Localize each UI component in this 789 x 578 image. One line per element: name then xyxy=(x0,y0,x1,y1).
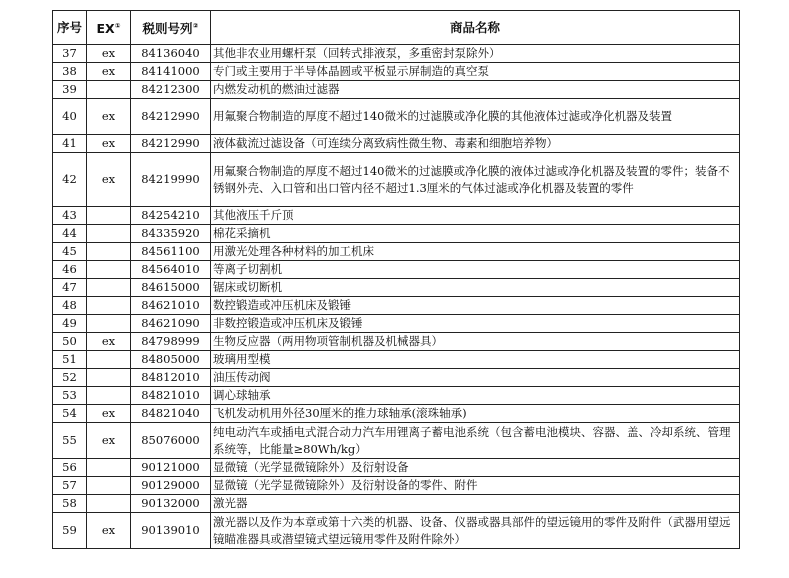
cell-seq: 37 xyxy=(53,45,87,63)
table-row xyxy=(53,135,740,153)
cell-name: 内燃发动机的燃油过滤器 xyxy=(211,81,740,99)
table-row xyxy=(53,243,740,261)
cell-seq: 38 xyxy=(53,63,87,81)
cell-code: 90121000 xyxy=(131,459,211,477)
cell-seq: 49 xyxy=(53,315,87,333)
cell-ex: ex xyxy=(87,423,131,459)
table-row xyxy=(53,477,740,495)
cell-name: 调心球轴承 xyxy=(211,387,740,405)
cell-code: 84212300 xyxy=(131,81,211,99)
table-row xyxy=(53,495,740,513)
cell-seq: 44 xyxy=(53,225,87,243)
cell-seq: 57 xyxy=(53,477,87,495)
table-row xyxy=(53,153,740,207)
cell-code: 84136040 xyxy=(131,45,211,63)
header-seq: 序号 xyxy=(53,11,87,45)
table-row xyxy=(53,315,740,333)
cell-seq: 45 xyxy=(53,243,87,261)
cell-seq: 58 xyxy=(53,495,87,513)
cell-seq: 53 xyxy=(53,387,87,405)
cell-name: 非数控锻造或冲压机床及锻锤 xyxy=(211,315,740,333)
cell-ex: ex xyxy=(87,153,131,207)
cell-ex xyxy=(87,225,131,243)
header-code-label: 税则号列 xyxy=(142,21,193,37)
header-code xyxy=(131,11,211,45)
cell-ex: ex xyxy=(87,333,131,351)
cell-name: 用激光处理各种材料的加工机床 xyxy=(211,243,740,261)
table-row xyxy=(53,333,740,351)
cell-ex: ex xyxy=(87,63,131,81)
cell-seq: 48 xyxy=(53,297,87,315)
cell-ex xyxy=(87,387,131,405)
table-row xyxy=(53,351,740,369)
table-row xyxy=(53,99,740,135)
cell-name: 其他液压千斤顶 xyxy=(211,207,740,225)
cell-ex xyxy=(87,81,131,99)
header-name: 商品名称 xyxy=(211,11,740,45)
cell-seq: 52 xyxy=(53,369,87,387)
cell-name: 飞机发动机用外径30厘米的推力球轴承(滚珠轴承) xyxy=(211,405,740,423)
cell-code: 90139010 xyxy=(131,513,211,549)
cell-ex xyxy=(87,369,131,387)
cell-ex: ex xyxy=(87,135,131,153)
cell-code: 84561100 xyxy=(131,243,211,261)
cell-ex: ex xyxy=(87,45,131,63)
cell-name: 玻璃用型模 xyxy=(211,351,740,369)
cell-code: 84615000 xyxy=(131,279,211,297)
table-row xyxy=(53,513,740,549)
cell-code: 84621090 xyxy=(131,315,211,333)
cell-seq: 55 xyxy=(53,423,87,459)
cell-ex xyxy=(87,261,131,279)
table-row xyxy=(53,45,740,63)
cell-code: 84821040 xyxy=(131,405,211,423)
cell-code: 84254210 xyxy=(131,207,211,225)
cell-ex xyxy=(87,243,131,261)
table-row xyxy=(53,459,740,477)
cell-name: 其他非农业用螺杆泵（回转式排液泵，多重密封泵除外） xyxy=(211,45,740,63)
cell-seq: 43 xyxy=(53,207,87,225)
cell-code: 84219990 xyxy=(131,153,211,207)
cell-ex: ex xyxy=(87,513,131,549)
header-ex xyxy=(87,11,131,45)
cell-seq: 56 xyxy=(53,459,87,477)
cell-ex xyxy=(87,297,131,315)
cell-ex xyxy=(87,477,131,495)
table-row xyxy=(53,387,740,405)
cell-seq: 47 xyxy=(53,279,87,297)
table-row xyxy=(53,207,740,225)
cell-name: 激光器 xyxy=(211,495,740,513)
cell-code: 84335920 xyxy=(131,225,211,243)
cell-code: 84805000 xyxy=(131,351,211,369)
cell-name: 用氟聚合物制造的厚度不超过140微米的过滤膜或净化膜的其他液体过滤或净化机器及装置 xyxy=(211,99,740,135)
cell-name: 专门或主要用于半导体晶圆或平板显示屏制造的真空泵 xyxy=(211,63,740,81)
cell-name: 生物反应器（两用物项管制机器及机械器具） xyxy=(211,333,740,351)
cell-code: 90129000 xyxy=(131,477,211,495)
cell-name: 数控锻造或冲压机床及锻锤 xyxy=(211,297,740,315)
cell-ex xyxy=(87,351,131,369)
cell-seq: 42 xyxy=(53,153,87,207)
cell-seq: 40 xyxy=(53,99,87,135)
cell-name: 显微镜（光学显微镜除外）及衍射设备的零件、附件 xyxy=(211,477,740,495)
table-row xyxy=(53,423,740,459)
table-row xyxy=(53,81,740,99)
cell-name: 油压传动阀 xyxy=(211,369,740,387)
cell-seq: 50 xyxy=(53,333,87,351)
cell-ex xyxy=(87,315,131,333)
header-code-footnote: ② xyxy=(192,21,199,30)
table-row xyxy=(53,369,740,387)
cell-seq: 51 xyxy=(53,351,87,369)
cell-code: 90132000 xyxy=(131,495,211,513)
cell-ex xyxy=(87,279,131,297)
cell-ex: ex xyxy=(87,405,131,423)
cell-seq: 59 xyxy=(53,513,87,549)
cell-name: 锯床或切断机 xyxy=(211,279,740,297)
cell-name: 等离子切割机 xyxy=(211,261,740,279)
cell-code: 84812010 xyxy=(131,369,211,387)
cell-name: 显微镜（光学显微镜除外）及衍射设备 xyxy=(211,459,740,477)
cell-ex: ex xyxy=(87,99,131,135)
cell-seq: 39 xyxy=(53,81,87,99)
cell-code: 84212990 xyxy=(131,135,211,153)
cell-code: 84564010 xyxy=(131,261,211,279)
table-row xyxy=(53,63,740,81)
header-ex-footnote: ① xyxy=(114,21,121,30)
cell-name: 激光器以及作为本章或第十六类的机器、设备、仪器或器具部件的望远镜用的零件及附件（武器用望远镜瞄准器具或潜望镜式望远镜用零件及附件除外） xyxy=(211,513,740,549)
table-row xyxy=(53,261,740,279)
cell-seq: 54 xyxy=(53,405,87,423)
table-row xyxy=(53,405,740,423)
cell-seq: 46 xyxy=(53,261,87,279)
table-row xyxy=(53,279,740,297)
tariff-table xyxy=(52,10,740,549)
table-row xyxy=(53,297,740,315)
cell-code: 85076000 xyxy=(131,423,211,459)
cell-name: 液体截流过滤设备（可连续分离致病性微生物、毒素和细胞培养物） xyxy=(211,135,740,153)
cell-code: 84621010 xyxy=(131,297,211,315)
cell-code: 84798999 xyxy=(131,333,211,351)
cell-ex xyxy=(87,459,131,477)
cell-name: 棉花采摘机 xyxy=(211,225,740,243)
table-header-row xyxy=(53,11,740,45)
cell-code: 84821010 xyxy=(131,387,211,405)
cell-name: 用氟聚合物制造的厚度不超过140微米的过滤膜或净化膜的液体过滤或净化机器及装置的零件；装备不锈钢外壳、入口管和出口管内径不超过1.3厘米的气体过滤或净化机器及装置的零件 xyxy=(211,153,740,207)
cell-seq: 41 xyxy=(53,135,87,153)
cell-ex xyxy=(87,207,131,225)
cell-code: 84141000 xyxy=(131,63,211,81)
cell-name: 纯电动汽车或插电式混合动力汽车用锂离子蓄电池系统（包含蓄电池模块、容器、盖、冷却系统、管理系统等，比能量≥80Wh/kg） xyxy=(211,423,740,459)
table-row xyxy=(53,225,740,243)
cell-code: 84212990 xyxy=(131,99,211,135)
header-ex-label: EX xyxy=(96,21,115,37)
cell-ex xyxy=(87,495,131,513)
